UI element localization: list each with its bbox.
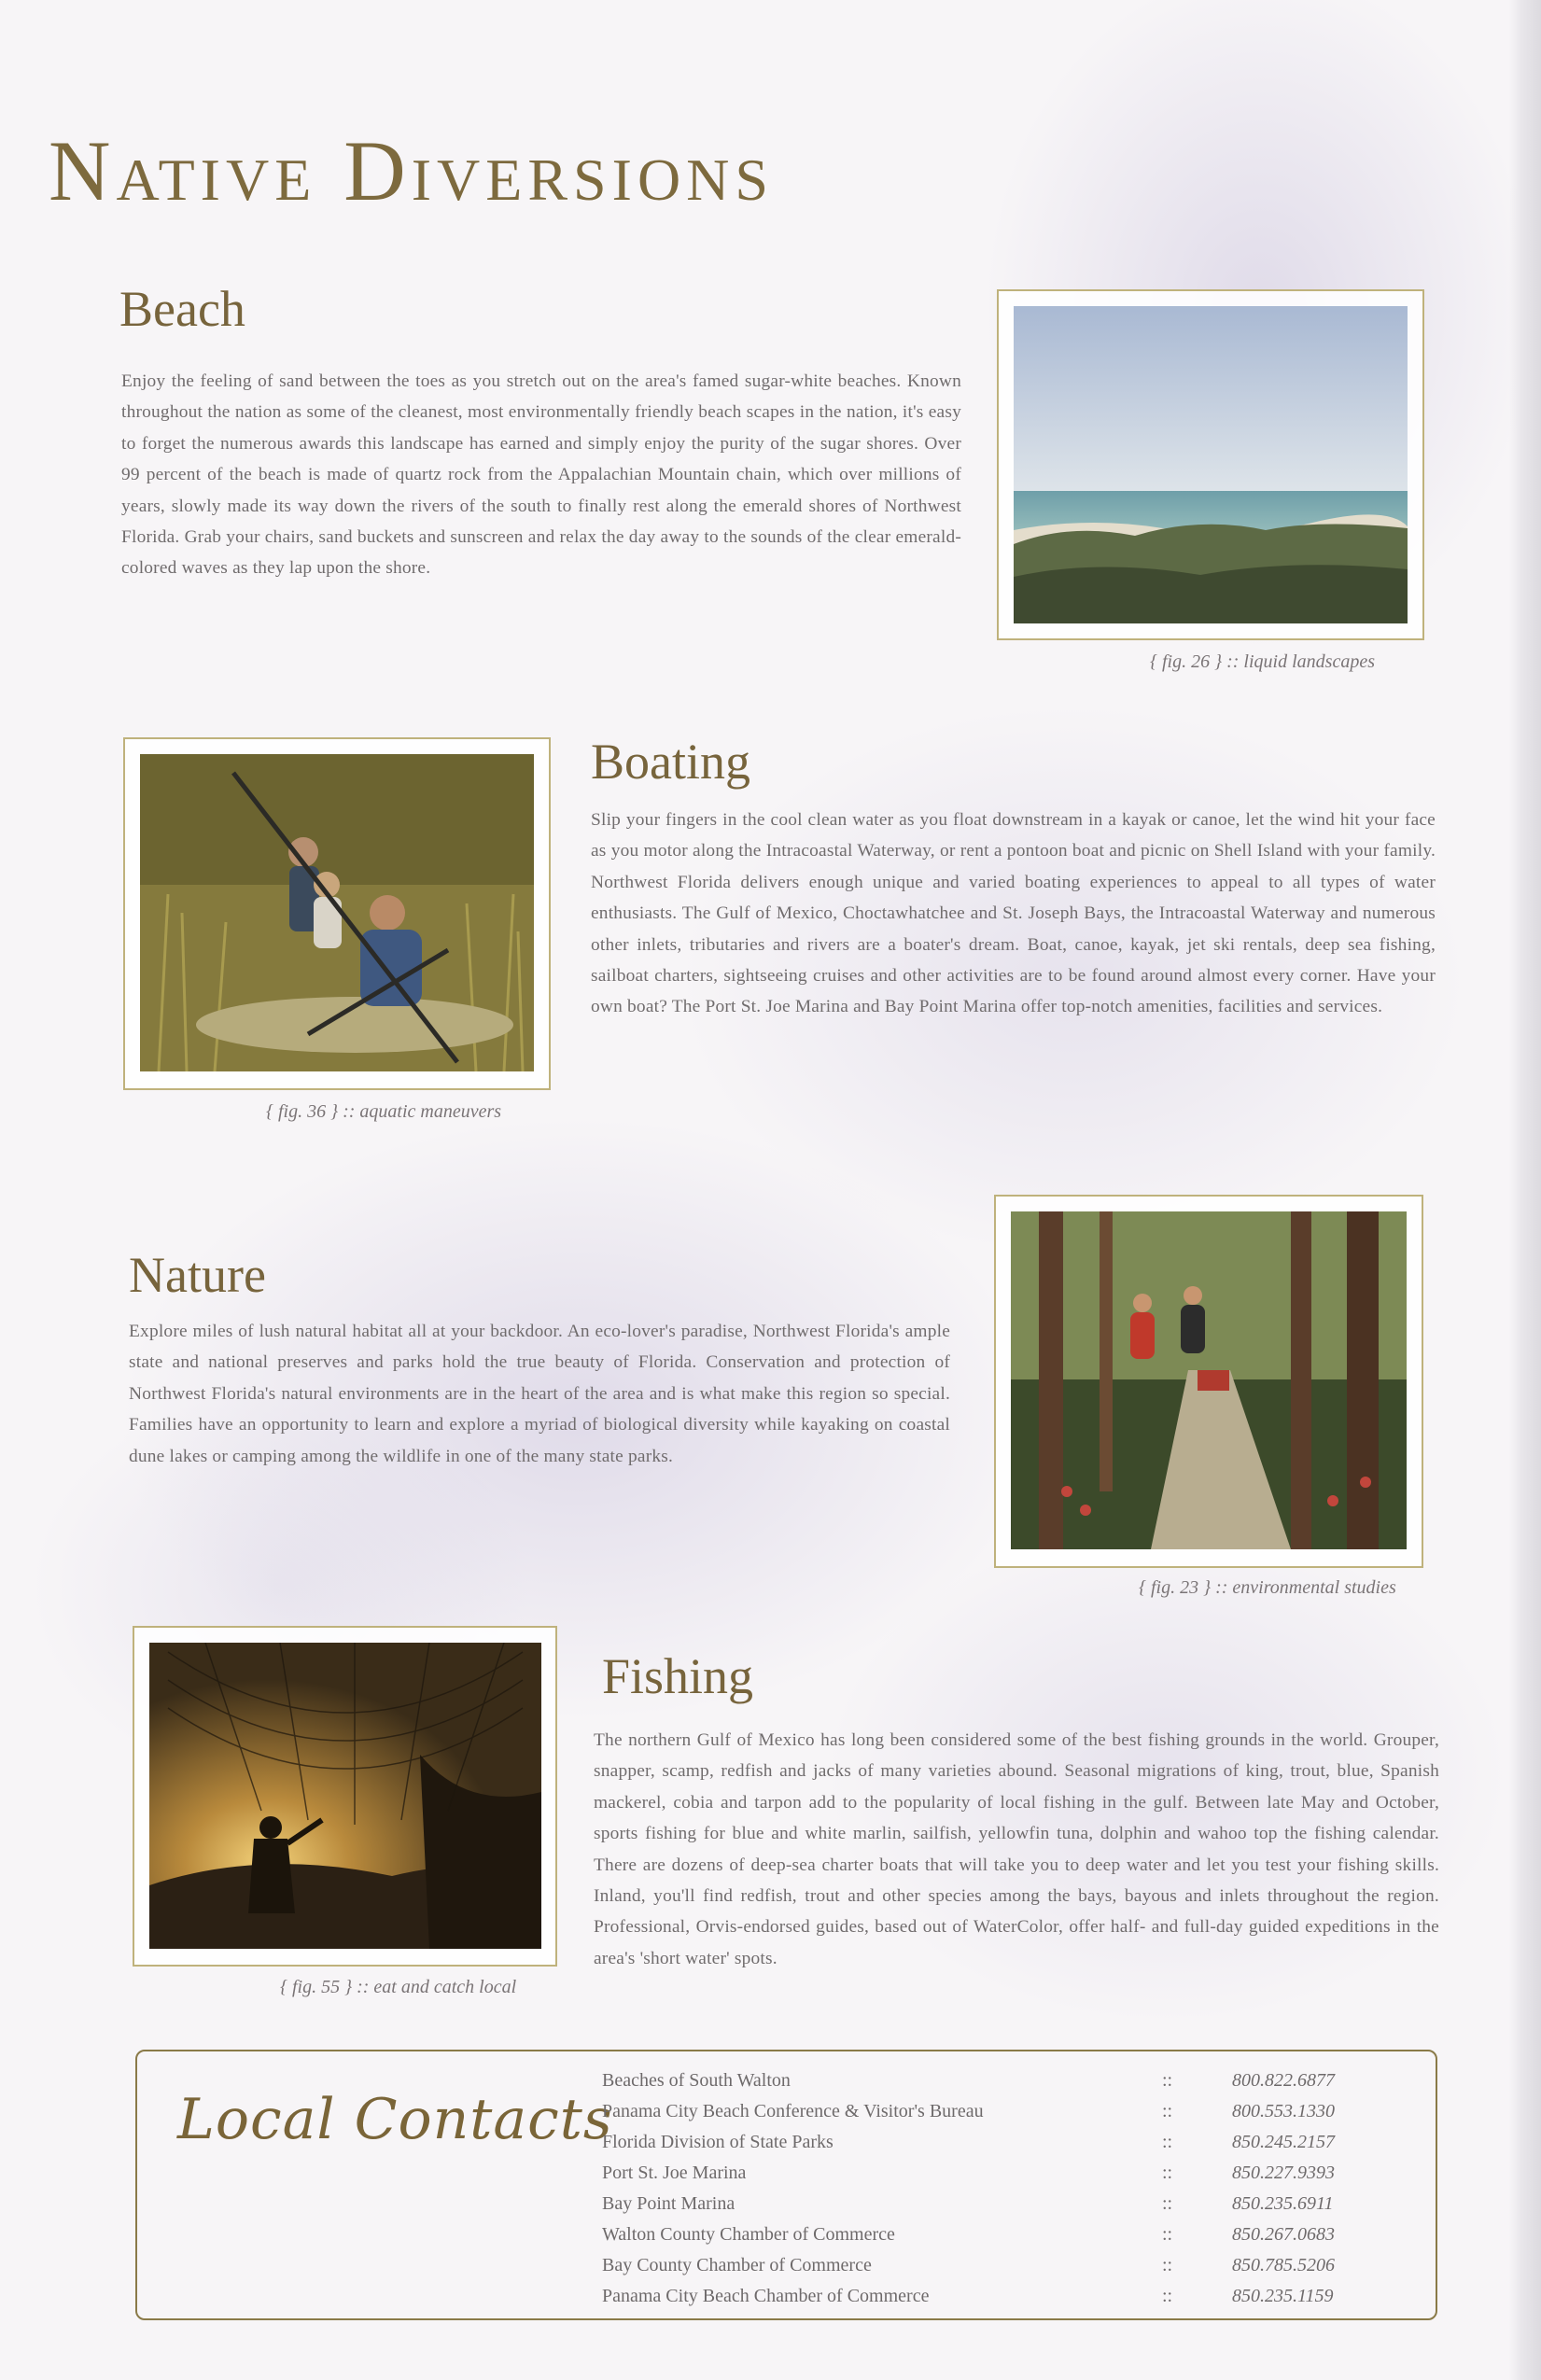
fishing-heading: Fishing	[602, 1648, 754, 1704]
contact-separator: ::	[1162, 2163, 1173, 2183]
cast-net-image	[149, 1643, 541, 1949]
nature-text: Explore miles of lush natural habitat all at your backdoor. An eco-lover's paradise, Northwest Florida's ample state and national preserves and parks hold the true beauty of Florida. Conservation and protection of Northwest Florida's natural environments are in the heart of the area and is what make this region so special. Families have an opportunity to learn and explore a myriad of biological diversity while kayaking on coastal dune lakes or camping among the wildlife in one of the many state parks.	[129, 1322, 950, 1466]
contact-row	[602, 2193, 1386, 2224]
boating-photo	[140, 754, 534, 1071]
contact-separator: ::	[1162, 2224, 1173, 2245]
forest-trail-image	[1011, 1211, 1407, 1549]
contact-row	[602, 2255, 1386, 2286]
beach-photo	[1014, 306, 1408, 623]
contact-separator: ::	[1162, 2101, 1173, 2121]
contact-name: Bay Point Marina	[602, 2193, 735, 2214]
contact-row	[602, 2070, 1386, 2101]
kayak-image	[140, 754, 534, 1071]
contact-separator: ::	[1162, 2132, 1173, 2152]
beach-caption: { fig. 26 } :: liquid landscapes	[1150, 651, 1375, 672]
contact-name: Panama City Beach Chamber of Commerce	[602, 2286, 930, 2306]
contact-name: Beaches of South Walton	[602, 2070, 791, 2091]
contact-row	[602, 2163, 1386, 2193]
contact-phone: 850.235.6911	[1232, 2193, 1334, 2214]
page-spine-shadow	[1509, 0, 1541, 2380]
contact-row	[602, 2101, 1386, 2132]
nature-heading: Nature	[129, 1247, 266, 1303]
contact-name: Bay County Chamber of Commerce	[602, 2255, 872, 2275]
boating-photo-frame	[123, 737, 551, 1090]
fishing-photo-frame	[133, 1626, 557, 1967]
fishing-caption: { fig. 55 } :: eat and catch local	[280, 1977, 517, 1997]
contact-separator: ::	[1162, 2070, 1173, 2091]
contact-name: Florida Division of State Parks	[602, 2132, 834, 2152]
beach-photo-frame	[997, 289, 1424, 640]
beach-heading: Beach	[119, 281, 245, 337]
contact-phone: 800.553.1330	[1232, 2101, 1335, 2121]
page-title: Native Diversions	[49, 123, 774, 218]
boating-heading: Boating	[591, 734, 750, 790]
contact-name: Panama City Beach Conference & Visitor's Bureau	[602, 2101, 984, 2121]
fishing-photo	[149, 1643, 541, 1949]
fishing-text: The northern Gulf of Mexico has long been considered some of the best fishing grounds in the world. Grouper, snapper, scamp, redfish and jacks of many varieties abound. Seasonal migrations of king, trout, blue, Spanish mackerel, cobia and tarpon add to the popularity of local fishing in the gulf. Between late May and October, sports fishing for blue and white marlin, sailfish, yellowfin tuna, dolphin and wahoo top the fishing calendar. There are dozens of deep-sea charter boats that will take you to deep water and let you test your fishing skills. Inland, you'll find redfish, trout and other species among the bays, bayous and inlets throughout the region. Professional, Orvis-endorsed guides, based out of WaterColor, offer half- and full-day guided expeditions in the area's 'short water' spots.	[594, 1730, 1439, 1968]
contact-separator: ::	[1162, 2286, 1173, 2306]
contact-separator: ::	[1162, 2193, 1173, 2214]
contact-phone: 850.235.1159	[1232, 2286, 1334, 2306]
contact-phone: 850.267.0683	[1232, 2224, 1335, 2245]
nature-photo-frame	[994, 1195, 1423, 1568]
boating-text: Slip your fingers in the cool clean water as you float downstream in a kayak or canoe, let the wind hit your face as you motor along the Intracoastal Waterway, or rent a pontoon boat and picnic on Shell Island with your family. Northwest Florida delivers enough unique and varied boating experiences to appeal to all types of water enthusiasts. The Gulf of Mexico, Choctawhatchee and St. Joseph Bays, the Intracoastal Waterway and numerous other inlets, tributaries and rivers are a boater's dream. Boat, canoe, kayak, jet ski rentals, deep sea fishing, sailboat charters, sightseeing cruises and other activities are to be found around almost every corner. Have your own boat? The Port St. Joe Marina and Bay Point Marina offer top-notch amenities, facilities and services.	[591, 810, 1436, 1017]
contact-separator: ::	[1162, 2255, 1173, 2275]
contact-row	[602, 2132, 1386, 2163]
contact-row	[602, 2224, 1386, 2255]
contact-name: Port St. Joe Marina	[602, 2163, 747, 2183]
beach-image	[1014, 306, 1408, 623]
nature-caption: { fig. 23 } :: environmental studies	[1139, 1577, 1396, 1598]
contact-row	[602, 2286, 1386, 2317]
contact-phone: 850.785.5206	[1232, 2255, 1335, 2275]
contact-phone: 800.822.6877	[1232, 2070, 1335, 2091]
beach-text: Enjoy the feeling of sand between the toes as you stretch out on the area's famed sugar-white beaches. Known throughout the nation as some of the cleanest, most environmentally friendly beach scapes in the nation, it's easy to forget the numerous awards this landscape has earned and simply enjoy the purity of the sugar shores. Over 99 percent of the beach is made of quartz rock from the Appalachian Mountain chain, which over millions of years, slowly made its way down the rivers of the south to finally rest along the emerald shores of Northwest Florida. Grab your chairs, sand buckets and sunscreen and relax the day away to the sounds of the clear emerald-colored waves as they lap upon the shore.	[121, 371, 961, 579]
contact-phone: 850.227.9393	[1232, 2163, 1335, 2183]
nature-photo	[1011, 1211, 1407, 1549]
contact-name: Walton County Chamber of Commerce	[602, 2224, 895, 2245]
local-contacts-title: Local Contacts	[177, 2087, 613, 2152]
contact-phone: 850.245.2157	[1232, 2132, 1335, 2152]
boating-caption: { fig. 36 } :: aquatic maneuvers	[266, 1101, 502, 1122]
